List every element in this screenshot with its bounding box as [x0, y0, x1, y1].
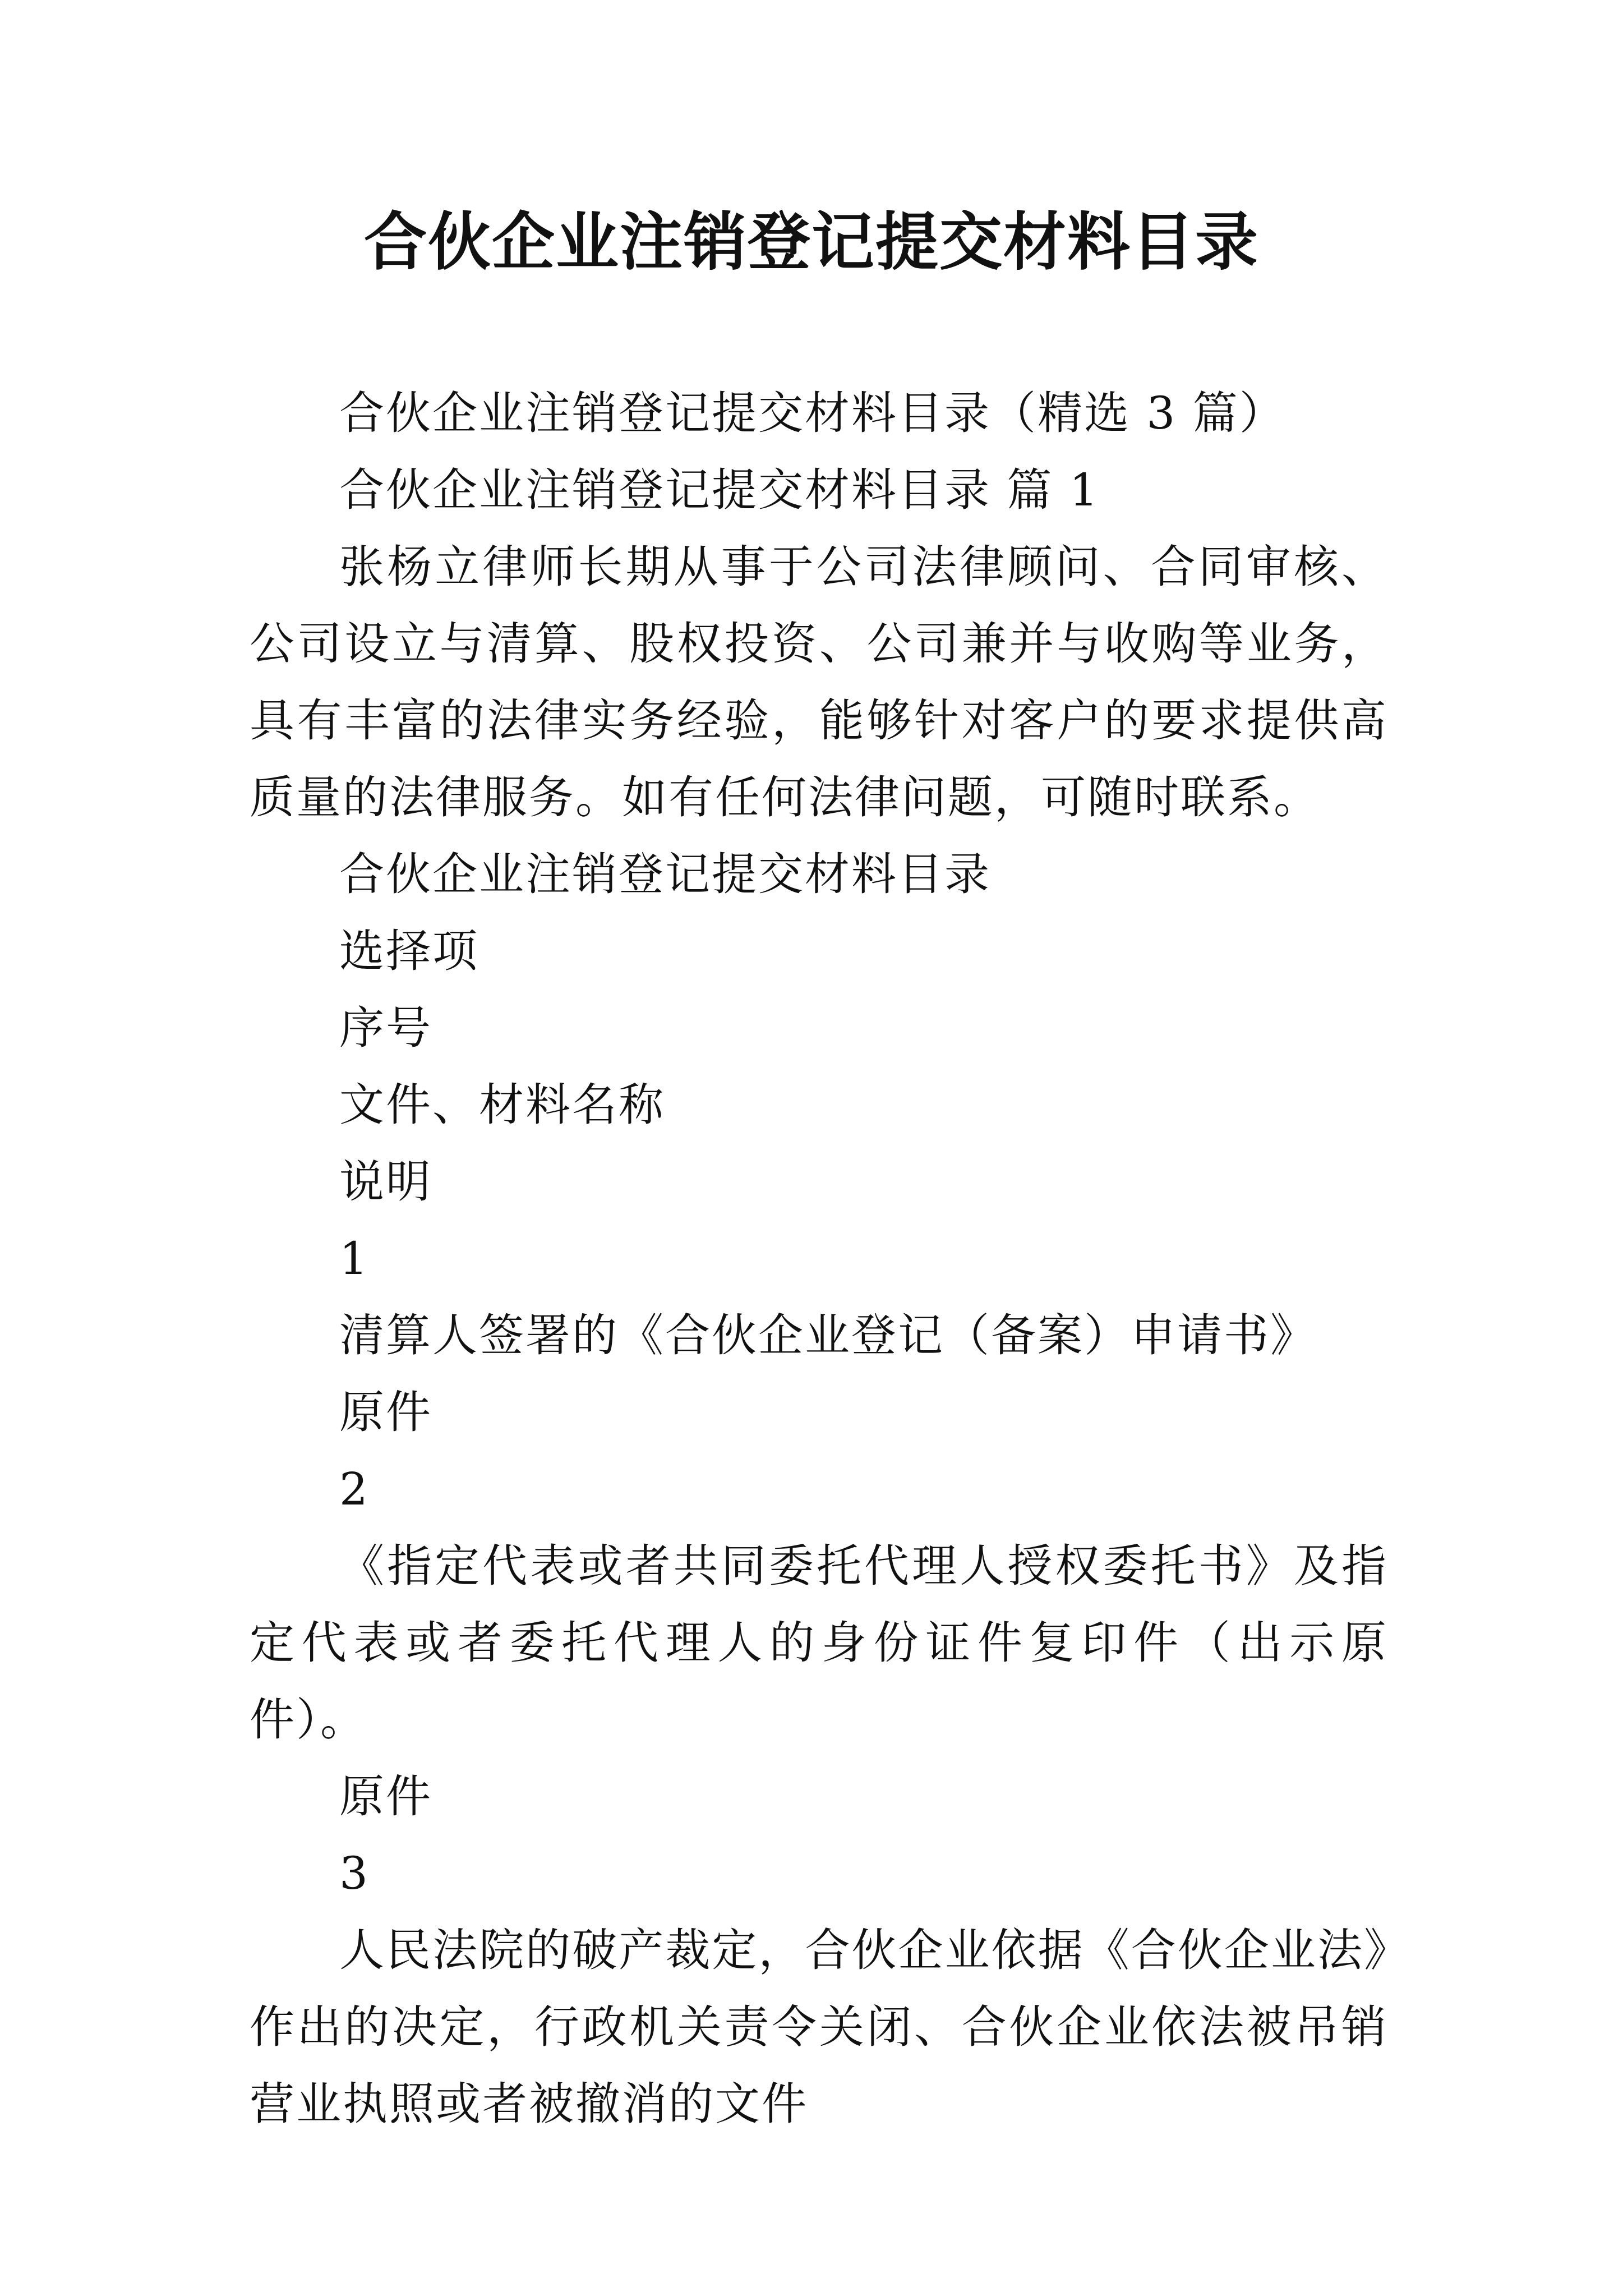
item-material: 《指定代表或者共同委托代理人授权委托书》及指定代表或者委托代理人的身份证件复印件（出示原件）。: [250, 1540, 1388, 1746]
subtitle-paragraph: 合伙企业注销登记提交材料目录（精选 3 篇）: [339, 387, 1286, 439]
catalog-heading: 合伙企业注销登记提交材料目录: [339, 848, 991, 900]
document-body: [250, 375, 1388, 2142]
item-note: 原件: [339, 1386, 432, 1438]
document-title: 合伙企业注销登记提交材料目录: [364, 206, 1259, 279]
column-header-number: 序号: [339, 1002, 432, 1054]
item-number: 3: [339, 1847, 370, 1899]
column-header-note: 说明: [339, 1156, 432, 1208]
column-header-material-name: 文件、材料名称: [339, 1079, 665, 1131]
item-material: 人民法院的破产裁定，合伙企业依据《合伙企业法》作出的决定，行政机关责令关闭、合伙企业依法被吊销营业执照或者被撤消的文件: [250, 1924, 1388, 2130]
item-number: 2: [339, 1463, 370, 1515]
item-material: 清算人签署的《合伙企业登记（备案）申请书》: [339, 1309, 1317, 1361]
section-heading: 合伙企业注销登记提交材料目录 篇 1: [339, 464, 1100, 516]
column-header-option: 选择项: [339, 925, 479, 977]
lawyer-intro-paragraph: 张杨立律师长期从事于公司法律顾问、合同审核、公司设立与清算、股权投资、公司兼并与收购等业务，具有丰富的法律实务经验，能够针对客户的要求提供高质量的法律服务。如有任何法律问题，可随时联系。: [250, 541, 1388, 823]
item-note: 原件: [339, 1770, 432, 1823]
item-number: 1: [339, 1232, 370, 1285]
